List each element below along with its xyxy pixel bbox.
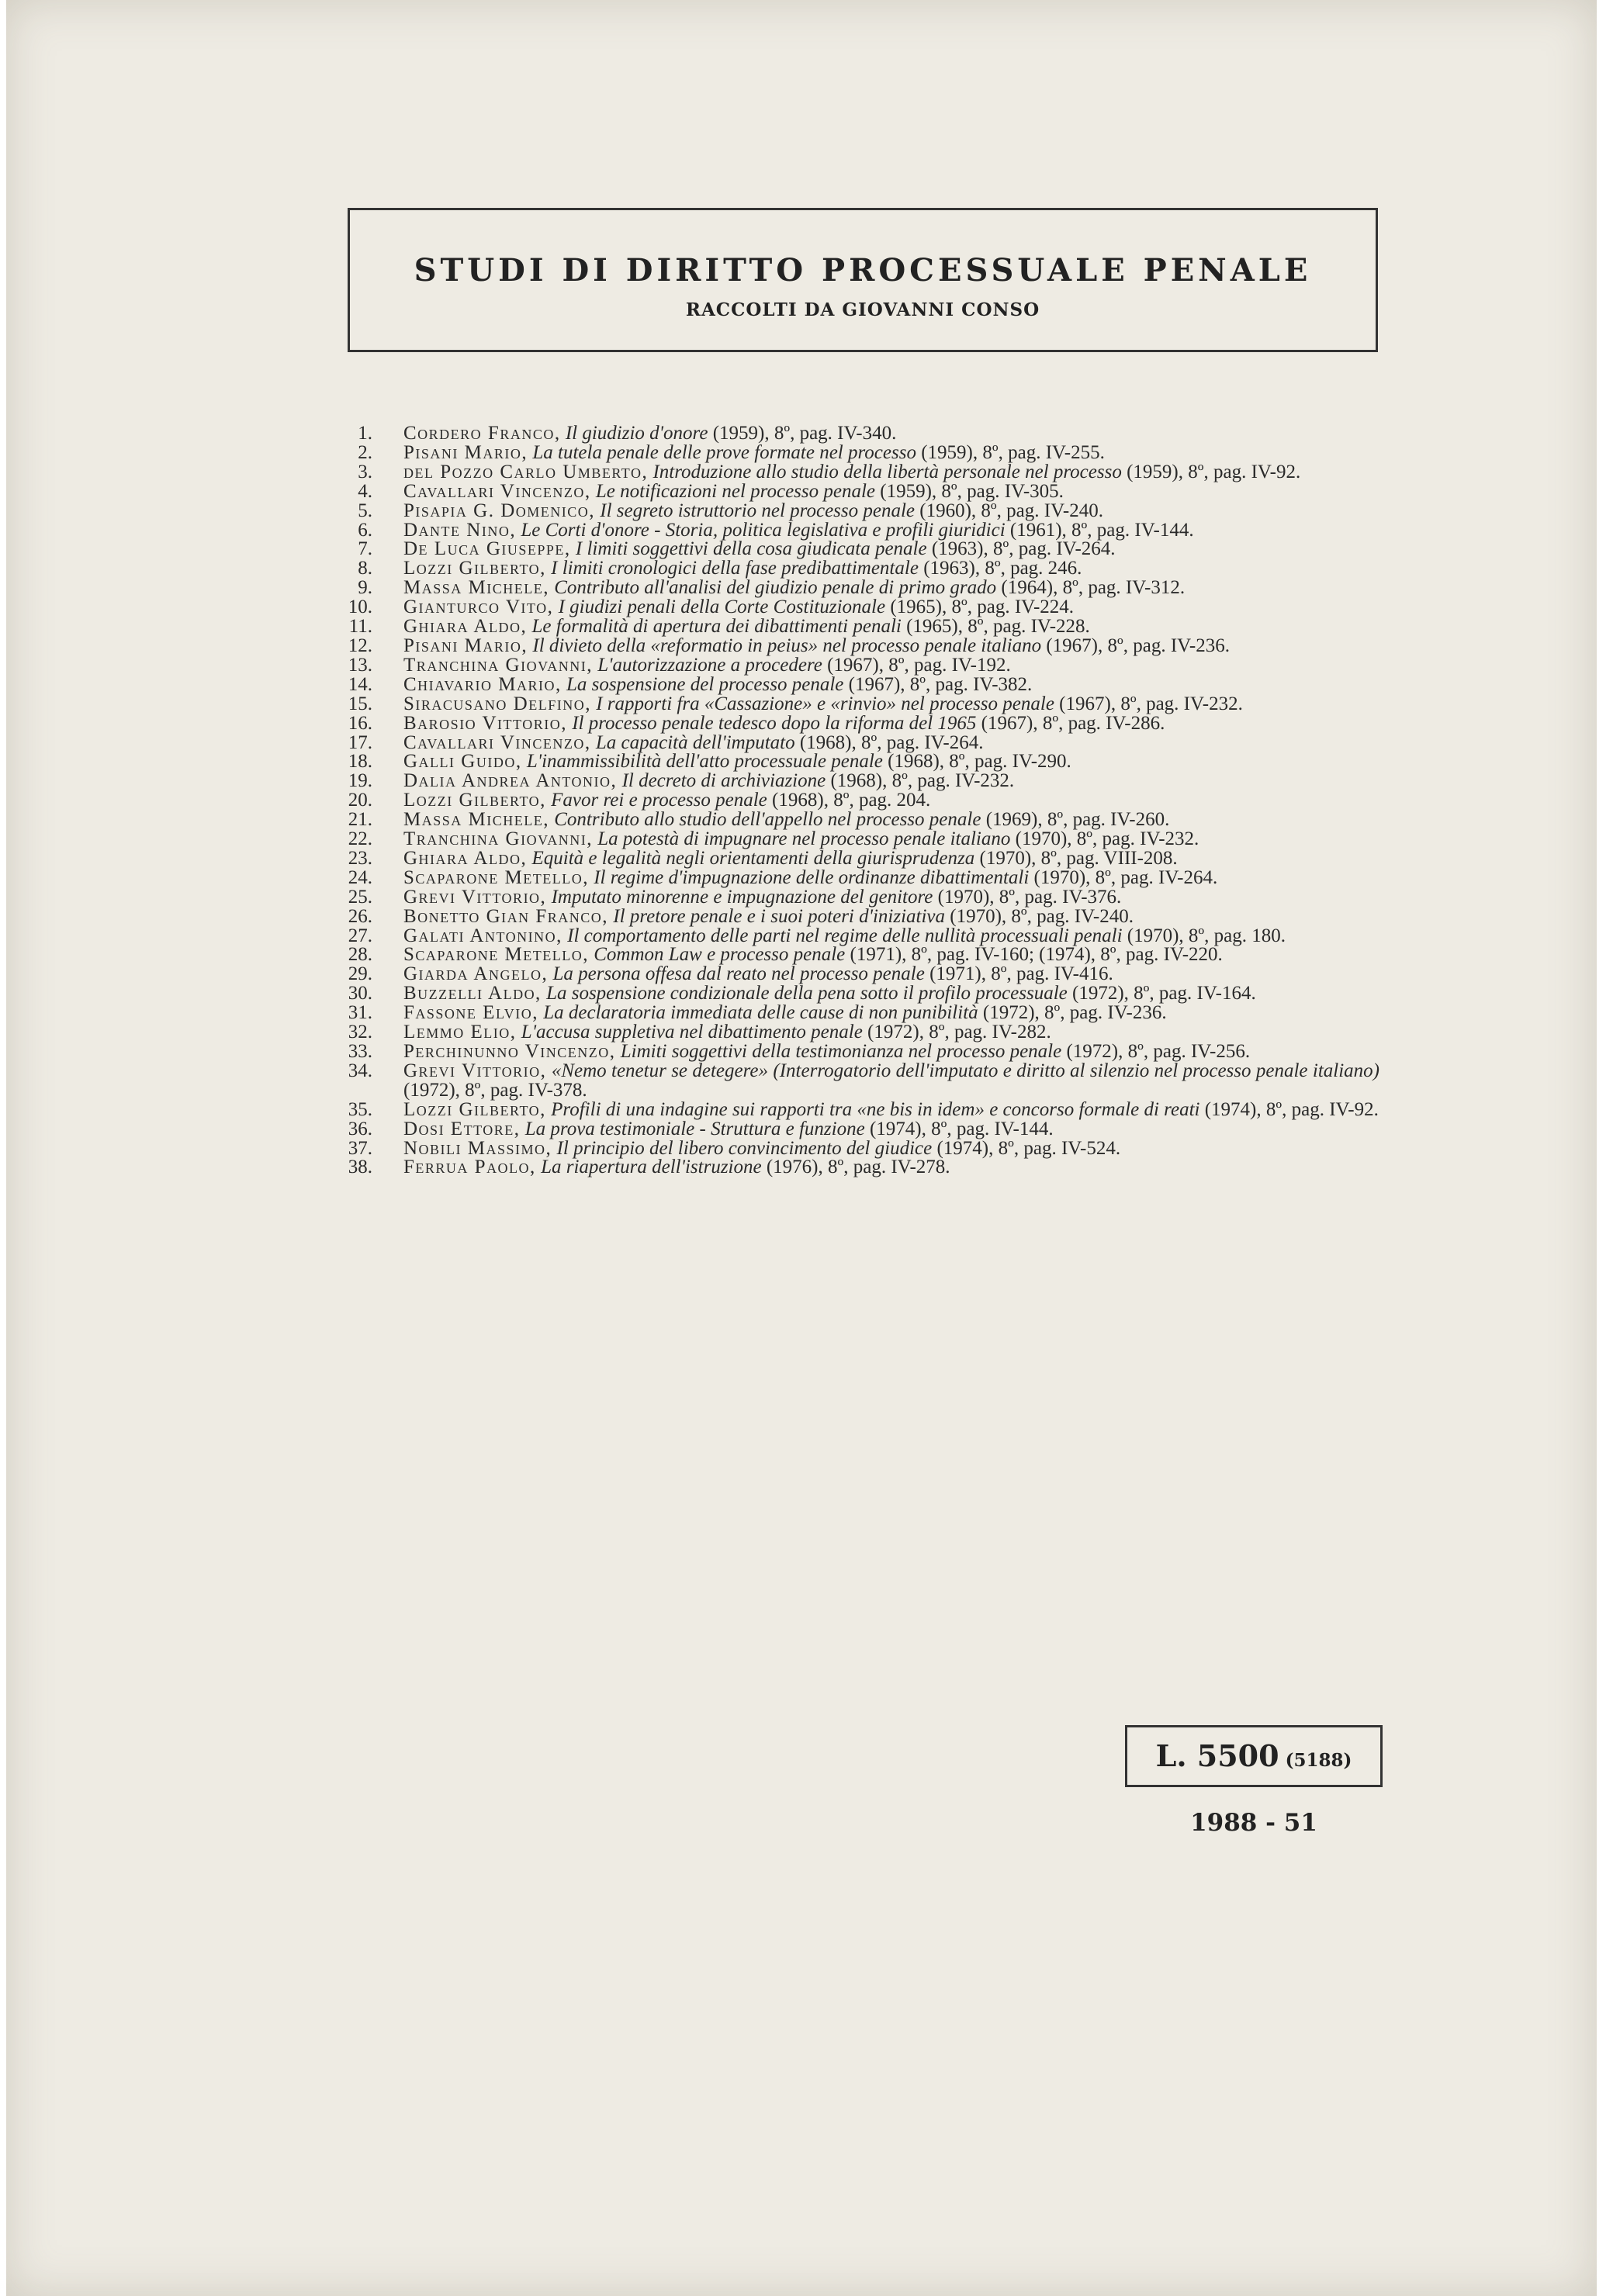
- entry-details: (1959), 8º, pag. IV-255.: [921, 441, 1105, 463]
- list-item: [340, 637, 1379, 656]
- entry-title: La riapertura dell'istruzione: [541, 1157, 762, 1178]
- entry-text: [403, 559, 1379, 579]
- entry-text: [403, 849, 1379, 869]
- list-item: [340, 965, 1379, 984]
- entry-number: 26.: [348, 905, 372, 927]
- entry-number: 18.: [348, 751, 372, 773]
- entry-author: Ghiara Aldo,: [403, 616, 528, 638]
- entry-number: 11.: [348, 616, 372, 638]
- entry-title: Il processo penale tedesco dopo la riforma del 1965: [572, 712, 977, 734]
- entry-text: [403, 1043, 1379, 1062]
- entry-number: 7.: [358, 538, 372, 560]
- entry-details: (1972), 8º, pag. IV-378.: [403, 1079, 587, 1101]
- entry-number: 23.: [348, 847, 372, 869]
- list-item: [340, 927, 1379, 946]
- entry-author: Ghiara Aldo,: [403, 847, 528, 869]
- entry-title: I limiti soggettivi della cosa giudicata penale: [575, 538, 927, 560]
- entry-details: (1974), 8º, pag. IV-144.: [869, 1118, 1054, 1139]
- entry-title: Il decreto di archiviazione: [621, 770, 826, 792]
- entry-number: 35.: [348, 1098, 372, 1120]
- list-item: [340, 791, 1379, 811]
- list-item: [340, 521, 1379, 541]
- entry-author: Lozzi Gilberto,: [403, 558, 546, 579]
- list-item: [340, 1004, 1379, 1023]
- list-item: [340, 673, 1379, 695]
- entry-author: Fassone Elvio,: [403, 1002, 539, 1024]
- entry-details: (1967), 8º, pag. IV-236.: [1046, 635, 1231, 656]
- entry-text: [403, 830, 1379, 849]
- entry-text: [403, 637, 1379, 656]
- entry-author: Grevi Vittorio,: [403, 886, 547, 908]
- entry-author: Massa Michele,: [403, 577, 549, 599]
- entry-title: La capacità dell'imputato: [595, 731, 795, 753]
- entry-text: [403, 984, 1379, 1004]
- entry-details: (1972), 8º, pag. IV-256.: [1066, 1041, 1251, 1062]
- list-item: [340, 656, 1379, 676]
- entry-text: [403, 714, 1379, 734]
- entry-title: Il regime d'impugnazione delle ordinanze dibattimentali: [594, 866, 1030, 888]
- catalog-list: [340, 424, 1379, 1177]
- entry-details: (1968), 8º, pag. 204.: [772, 790, 931, 811]
- entry-author: Lozzi Gilberto,: [403, 1098, 546, 1120]
- entry-author: Dosi Ettore,: [403, 1118, 521, 1139]
- entry-author: Lozzi Gilberto,: [403, 790, 546, 811]
- entry-author: Scaparone Metello,: [403, 866, 589, 888]
- entry-title: L'accusa suppletiva nel dibattimento penale: [521, 1022, 863, 1043]
- entry-number: 2.: [358, 441, 372, 463]
- entry-details: (1972), 8º, pag. IV-282.: [867, 1022, 1051, 1043]
- list-item: [340, 424, 1379, 444]
- entry-author: Pisani Mario,: [403, 441, 528, 463]
- entry-details: (1968), 8º, pag. IV-290.: [888, 751, 1071, 773]
- entry-author: Pisapia G. Domenico,: [403, 500, 596, 521]
- entry-details: (1974), 8º, pag. IV-524.: [936, 1137, 1121, 1159]
- entry-number: 34.: [348, 1060, 372, 1081]
- entry-text: [403, 579, 1379, 598]
- entry-author: De Luca Giuseppe,: [403, 538, 571, 560]
- list-item: [340, 1139, 1379, 1159]
- entry-text: [403, 441, 1379, 463]
- price-box: [1125, 1725, 1383, 1787]
- entry-number: 33.: [348, 1041, 372, 1062]
- entry-details: (1964), 8º, pag. IV-312.: [1001, 577, 1186, 599]
- entry-author: Grevi Vittorio,: [403, 1060, 547, 1081]
- entry-details: (1963), 8º, pag. 246.: [923, 558, 1082, 579]
- entry-number: 15.: [348, 693, 372, 714]
- entry-author: Massa Michele,: [403, 809, 549, 831]
- entry-text: [403, 905, 1379, 927]
- entry-title: Il giudizio d'onore: [565, 423, 708, 444]
- entry-title: La declaratoria immediata delle cause di non punibilità: [543, 1002, 978, 1024]
- entry-author: del Pozzo Carlo Umberto,: [403, 461, 649, 482]
- entry-details: (1968), 8º, pag. IV-232.: [830, 770, 1015, 792]
- entry-details: (1970), 8º, pag. IV-264.: [1033, 866, 1218, 888]
- entry-number: 13.: [348, 654, 372, 676]
- entry-details: (1963), 8º, pag. IV-264.: [931, 538, 1116, 560]
- entry-number: 3.: [358, 461, 372, 482]
- entry-title: Imputato minorenne e impugnazione del genitore: [551, 886, 933, 908]
- list-item: [340, 905, 1379, 927]
- entry-author: Tranchina Giovanni,: [403, 828, 593, 850]
- entry-number: 28.: [348, 944, 372, 966]
- entry-number: 27.: [348, 925, 372, 946]
- entry-title: Contributo allo studio dell'appello nel processo penale: [554, 809, 981, 831]
- entry-title: Contributo all'analisi del giudizio penale di primo grado: [554, 577, 997, 599]
- entry-author: Galli Guido,: [403, 751, 522, 773]
- list-item: [340, 1158, 1379, 1177]
- entry-author: Scaparone Metello,: [403, 944, 589, 966]
- entry-text: [403, 463, 1379, 482]
- entry-number: 17.: [348, 731, 372, 753]
- entry-details: (1972), 8º, pag. IV-236.: [982, 1002, 1167, 1024]
- entry-text: [403, 1120, 1379, 1139]
- entry-text: [403, 424, 1379, 444]
- entry-author: Bonetto Gian Franco,: [403, 905, 609, 927]
- entry-author: Dante Nino,: [403, 519, 517, 541]
- entry-number: 31.: [348, 1002, 372, 1024]
- entry-number: 37.: [348, 1137, 372, 1159]
- price-value: L. 5500: [1155, 1738, 1279, 1773]
- entry-details: (1967), 8º, pag. IV-382.: [848, 673, 1033, 695]
- entry-number: 30.: [348, 983, 372, 1004]
- entry-title: L'inammissibilità dell'atto processuale penale: [526, 751, 883, 773]
- entry-title: L'autorizzazione a procedere: [597, 654, 822, 676]
- entry-text: [403, 482, 1379, 502]
- entry-title: Il pretore penale e i suoi poteri d'iniziativa: [613, 905, 946, 927]
- entry-number: 14.: [348, 673, 372, 695]
- entry-title: La sospensione del processo penale: [566, 673, 844, 695]
- list-item: [340, 502, 1379, 521]
- entry-title: Limiti soggettivi della testimonianza nel processo penale: [620, 1041, 1062, 1062]
- entry-author: Gianturco Vito,: [403, 596, 554, 618]
- entry-number: 10.: [348, 596, 372, 618]
- entry-author: Galati Antonino,: [403, 925, 562, 946]
- entry-title: «Nemo tenetur se detegere» (Interrogatorio dell'imputato e diritto al silenzio nel processo penale italiano): [551, 1060, 1379, 1081]
- entry-title: Le notificazioni nel processo penale: [595, 480, 876, 502]
- list-item: [340, 1043, 1379, 1062]
- entry-number: 5.: [358, 500, 372, 521]
- entry-details: (1967), 8º, pag. IV-232.: [1059, 693, 1243, 714]
- list-item: [340, 559, 1379, 579]
- entry-details: (1971), 8º, pag. IV-160; (1974), 8º, pag. IV-220.: [850, 944, 1223, 966]
- list-item: [340, 463, 1379, 482]
- series-title: STUDI DI DIRITTO PROCESSUALE PENALE: [414, 252, 1312, 289]
- entry-details: (1970), 8º, pag. IV-232.: [1015, 828, 1199, 850]
- list-item: [340, 731, 1379, 753]
- entry-text: [403, 946, 1379, 965]
- entry-text: [403, 1062, 1379, 1101]
- price-code: (5188): [1285, 1750, 1352, 1771]
- entry-details: (1967), 8º, pag. IV-286.: [981, 712, 1165, 734]
- entry-details: (1959), 8º, pag. IV-92.: [1127, 461, 1301, 482]
- entry-title: Favor rei e processo penale: [551, 790, 767, 811]
- entry-title: La prova testimoniale - Struttura e funzione: [524, 1118, 865, 1139]
- entry-details: (1976), 8º, pag. IV-278.: [766, 1157, 950, 1178]
- entry-details: (1971), 8º, pag. IV-416.: [929, 963, 1113, 985]
- entry-author: Tranchina Giovanni,: [403, 654, 593, 676]
- entry-number: 1.: [358, 423, 372, 444]
- list-item: [340, 946, 1379, 965]
- list-item: [340, 888, 1379, 908]
- entry-details: (1965), 8º, pag. IV-224.: [890, 596, 1075, 618]
- entry-title: Le Corti d'onore - Storia, politica legislativa e profili giuridici: [521, 519, 1006, 541]
- entry-text: [403, 791, 1379, 811]
- entry-number: 12.: [348, 635, 372, 656]
- entry-title: La persona offesa dal reato nel processo penale: [552, 963, 925, 985]
- entry-text: [403, 752, 1379, 772]
- entry-number: 4.: [358, 480, 372, 502]
- entry-number: 19.: [348, 770, 372, 792]
- entry-text: [403, 1023, 1379, 1043]
- entry-author: Cavallari Vincenzo,: [403, 731, 591, 753]
- list-item: [340, 752, 1379, 772]
- entry-title: La potestà di impugnare nel processo penale italiano: [597, 828, 1011, 850]
- entry-text: [403, 502, 1379, 521]
- entry-number: 6.: [358, 519, 372, 541]
- entry-text: [403, 811, 1379, 830]
- entry-details: (1960), 8º, pag. IV-240.: [919, 500, 1103, 521]
- entry-text: [403, 695, 1379, 714]
- entry-author: Siracusano Delfino,: [403, 693, 591, 714]
- entry-details: (1970), 8º, pag. VIII-208.: [979, 847, 1178, 869]
- entry-author: Giarda Angelo,: [403, 963, 549, 985]
- list-item: [340, 984, 1379, 1004]
- entry-number: 25.: [348, 886, 372, 908]
- list-item: [340, 695, 1379, 714]
- entry-details: (1965), 8º, pag. IV-228.: [906, 616, 1090, 638]
- entry-author: Cavallari Vincenzo,: [403, 480, 591, 502]
- entry-author: Chiavario Mario,: [403, 673, 562, 695]
- series-header: [348, 208, 1378, 352]
- list-item: [340, 866, 1379, 888]
- entry-author: Lemmo Elio,: [403, 1022, 517, 1043]
- entry-text: [403, 540, 1379, 559]
- entry-text: [403, 772, 1379, 791]
- entry-details: (1961), 8º, pag. IV-144.: [1009, 519, 1194, 541]
- series-subtitle: RACCOLTI DA GIOVANNI CONSO: [685, 299, 1040, 320]
- list-item: [340, 540, 1379, 559]
- list-item: [340, 598, 1379, 617]
- entry-author: Nobili Massimo,: [403, 1137, 552, 1159]
- entry-author: Perchinunno Vincenzo,: [403, 1041, 616, 1062]
- entry-text: [403, 1158, 1379, 1177]
- entry-title: La tutela penale delle prove formate nel processo: [532, 441, 916, 463]
- entry-title: Il segreto istruttorio nel processo penale: [600, 500, 916, 521]
- entry-number: 29.: [348, 963, 372, 985]
- entry-details: (1970), 8º, pag. 180.: [1127, 925, 1286, 946]
- entry-details: (1970), 8º, pag. IV-240.: [950, 905, 1134, 927]
- entry-title: Le formalità di apertura dei dibattimenti penali: [531, 616, 902, 638]
- entry-text: [403, 617, 1379, 637]
- entry-text: [403, 888, 1379, 908]
- entry-text: [403, 927, 1379, 946]
- entry-number: 16.: [348, 712, 372, 734]
- entry-author: Pisani Mario,: [403, 635, 528, 656]
- entry-number: 36.: [348, 1118, 372, 1139]
- entry-title: Profili di una indagine sui rapporti tra «ne bis in idem» e concorso formale di reati: [551, 1098, 1200, 1120]
- list-item: [340, 1062, 1379, 1101]
- entry-details: (1959), 8º, pag. IV-340.: [712, 423, 897, 444]
- entry-title: Il divieto della «reformatio in peius» nel processo penale italiano: [532, 635, 1042, 656]
- entry-title: Common Law e processo penale: [594, 944, 846, 966]
- entry-text: [403, 1139, 1379, 1159]
- entry-text: [403, 1098, 1379, 1120]
- list-item: [340, 849, 1379, 869]
- list-item: [340, 579, 1379, 598]
- entry-text: [403, 731, 1379, 753]
- entry-number: 8.: [358, 558, 372, 579]
- entry-number: 21.: [348, 809, 372, 831]
- entry-number: 20.: [348, 790, 372, 811]
- entry-number: 32.: [348, 1022, 372, 1043]
- list-item: [340, 830, 1379, 849]
- list-item: [340, 1120, 1379, 1139]
- entry-title: Il comportamento delle parti nel regime delle nullità processuali penali: [567, 925, 1123, 946]
- entry-author: Cordero Franco,: [403, 423, 561, 444]
- entry-title: Il principio del libero convincimento del giudice: [556, 1137, 933, 1159]
- entry-title: I giudizi penali della Corte Costituzionale: [558, 596, 886, 618]
- entry-details: (1969), 8º, pag. IV-260.: [985, 809, 1170, 831]
- list-item: [340, 617, 1379, 637]
- entry-text: [403, 965, 1379, 984]
- entry-author: Buzzelli Aldo,: [403, 983, 542, 1004]
- entry-details: (1967), 8º, pag. IV-192.: [827, 654, 1011, 676]
- entry-title: Introduzione allo studio della libertà personale nel processo: [652, 461, 1122, 482]
- list-item: [340, 482, 1379, 502]
- entry-text: [403, 1004, 1379, 1023]
- entry-number: 24.: [348, 866, 372, 888]
- entry-details: (1972), 8º, pag. IV-164.: [1072, 983, 1256, 1004]
- list-item: [340, 1098, 1379, 1120]
- catalog-code: 1988 - 51: [1190, 1809, 1317, 1837]
- list-item: [340, 1023, 1379, 1043]
- entry-author: Barosio Vittorio,: [403, 712, 567, 734]
- entry-author: Dalia Andrea Antonio,: [403, 770, 618, 792]
- entry-text: [403, 656, 1379, 676]
- entry-details: (1974), 8º, pag. IV-92.: [1204, 1098, 1379, 1120]
- entry-text: [403, 673, 1379, 695]
- entry-title: I limiti cronologici della fase predibattimentale: [551, 558, 919, 579]
- entry-number: 38.: [348, 1157, 372, 1178]
- entry-text: [403, 598, 1379, 617]
- list-item: [340, 811, 1379, 830]
- entry-text: [403, 521, 1379, 541]
- entry-title: La sospensione condizionale della pena sotto il profilo processuale: [546, 983, 1068, 1004]
- entry-details: (1970), 8º, pag. IV-376.: [937, 886, 1122, 908]
- entry-number: 22.: [348, 828, 372, 850]
- entry-details: (1968), 8º, pag. IV-264.: [799, 731, 984, 753]
- entry-title: I rapporti fra «Cassazione» e «rinvio» nel processo penale: [596, 693, 1054, 714]
- list-item: [340, 772, 1379, 791]
- entry-details: (1959), 8º, pag. IV-305.: [880, 480, 1064, 502]
- entry-number: 9.: [358, 577, 372, 599]
- list-item: [340, 441, 1379, 463]
- list-item: [340, 714, 1379, 734]
- back-cover: [6, 0, 1597, 2296]
- entry-title: Equità e legalità negli orientamenti della giurisprudenza: [531, 847, 975, 869]
- entry-author: Ferrua Paolo,: [403, 1157, 536, 1178]
- entry-text: [403, 866, 1379, 888]
